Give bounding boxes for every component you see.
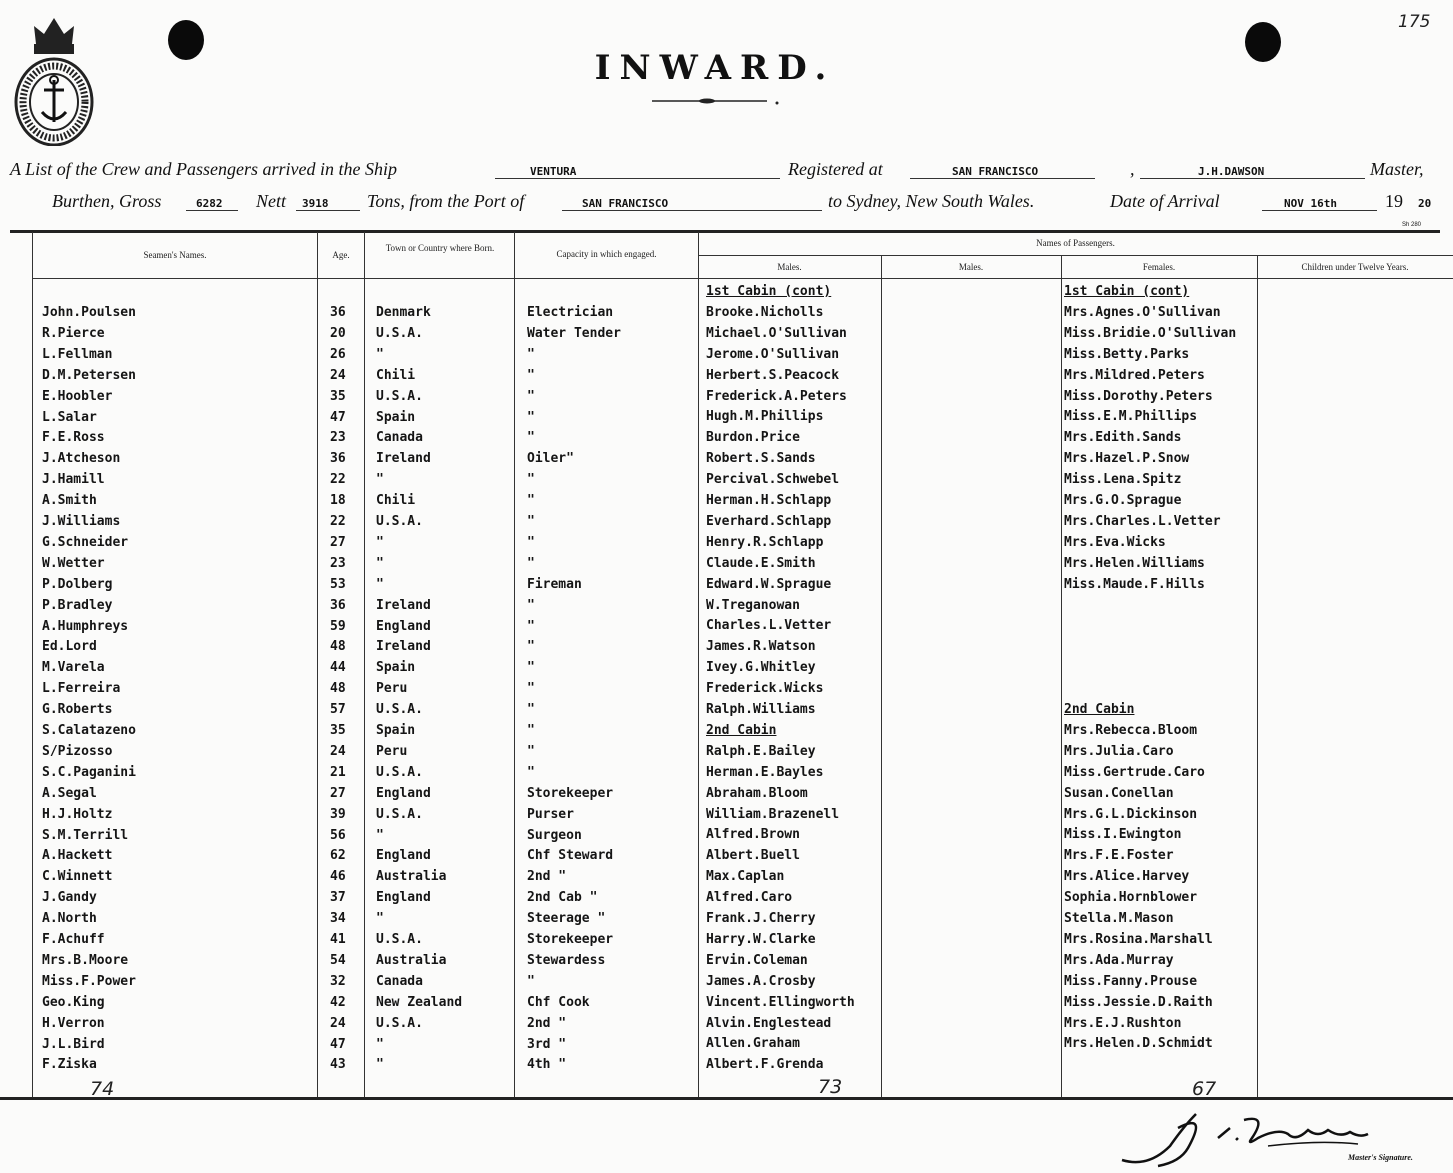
page-title: INWARD. [594,48,836,88]
female-total: 67 [1192,1078,1217,1100]
crew-capacity: " [527,619,535,634]
female-passenger: Mrs.Eva.Wicks [1064,535,1166,550]
crew-age: 53 [330,577,346,592]
crew-age: 22 [330,472,346,487]
signature-caption: Master's Signature. [1348,1153,1413,1162]
female-passenger: Mrs.Rebecca.Bloom [1064,723,1198,738]
crew-born: England [376,890,431,905]
crew-age: 22 [330,514,346,529]
female-passenger: Mrs.Hazel.P.Snow [1064,451,1190,466]
crew-age: 26 [330,347,346,362]
crew-name: S.Calatazeno [42,723,136,738]
crew-age: 54 [330,953,346,968]
female-passenger: Susan.Conellan [1064,786,1174,801]
crew-born: " [376,556,384,571]
crew-age: 23 [330,556,346,571]
crew-capacity: " [527,702,535,717]
male-passenger: Abraham.Bloom [706,786,808,801]
male-passenger: Herman.H.Schlapp [706,493,832,508]
crew-name: J.Williams [42,514,121,529]
female-passenger: Mrs.Mildred.Peters [1064,368,1205,383]
crew-age: 36 [330,451,346,466]
crew-born: England [376,619,431,634]
crew-capacity: " [527,765,535,780]
crew-born: Chili [376,368,416,383]
male-passenger: Ralph.Williams [706,702,816,717]
crew-capacity: " [527,472,535,487]
crew-capacity: " [527,535,535,550]
crew-age: 59 [330,619,346,634]
male-passenger: James.R.Watson [706,639,816,654]
crew-name: A.North [42,911,97,926]
crew-born: Spain [376,410,416,425]
male-passenger: Vincent.Ellingworth [706,995,855,1010]
crew-born: " [376,472,384,487]
crew-name: J.Gandy [42,890,97,905]
punch-hole-right [1245,22,1281,62]
crew-age: 36 [330,598,346,613]
crew-name: D.M.Petersen [42,368,136,383]
destination-label: to Sydney, New South Wales. [828,191,1035,211]
female-passenger: Stella.M.Mason [1064,911,1174,926]
arrival-label: Date of Arrival [1110,191,1220,211]
crew-born: Australia [376,869,447,884]
crew-born: Ireland [376,451,431,466]
crew-age: 39 [330,807,346,822]
female-passenger: Mrs.Helen.D.Schmidt [1064,1036,1213,1051]
crew-capacity: " [527,493,535,508]
page-number: 175 [1398,12,1431,32]
crew-born: Denmark [376,305,431,320]
female-passenger: Miss.Fanny.Prouse [1064,974,1198,989]
female-passenger: Mrs.Helen.Williams [1064,556,1205,571]
crew-capacity: Surgeon [527,828,582,843]
crew-name: Geo.King [42,995,105,1010]
crew-capacity: " [527,368,535,383]
crew-capacity: Chf Steward [527,848,614,863]
crew-born: Peru [376,744,408,759]
crew-born: New Zealand [376,995,463,1010]
crew-name: M.Varela [42,660,105,675]
female-passenger: Miss.Gertrude.Caro [1064,765,1205,780]
crew-age: 27 [330,535,346,550]
female-passenger: Mrs.Ada.Murray [1064,953,1174,968]
male-passenger: Max.Caplan [706,869,785,884]
crew-capacity: " [527,347,535,362]
female-passenger: Miss.Jessie.D.Raith [1064,995,1213,1010]
crew-name: A.Segal [42,786,97,801]
crew-age: 43 [330,1057,346,1072]
crew-born: U.S.A. [376,702,423,717]
female-passenger: Mrs.E.J.Rushton [1064,1016,1182,1031]
crew-capacity: Electrician [527,305,614,320]
from-port-label: Tons, from the Port of [367,191,525,211]
crew-born: U.S.A. [376,326,423,341]
female-passenger: Miss.Dorothy.Peters [1064,389,1213,404]
crew-name: L.Fellman [42,347,113,362]
crew-born: U.S.A. [376,1016,423,1031]
crew-name: A.Humphreys [42,619,129,634]
crew-name: Ed.Lord [42,639,97,654]
crew-name: P.Bradley [42,598,113,613]
male-section-heading: 2nd Cabin [706,723,777,738]
female-passenger: Miss.Bridie.O'Sullivan [1064,326,1237,341]
col-males-1: Males. [777,262,802,272]
crew-age: 21 [330,765,346,780]
crew-capacity: " [527,660,535,675]
male-passenger: Herbert.S.Peacock [706,368,840,383]
crew-born: U.S.A. [376,807,423,822]
crew-born: " [376,347,384,362]
ship-list-label: A List of the Crew and Passengers arrived in the Ship [10,159,397,179]
crew-born: U.S.A. [376,389,423,404]
male-passenger: Albert.Buell [706,848,800,863]
crew-born: Canada [376,430,423,445]
col-age: Age. [332,250,350,260]
crew-born: " [376,577,384,592]
male-passenger: Albert.F.Grenda [706,1057,824,1072]
crew-age: 24 [330,368,346,383]
female-passenger: Mrs.Edith.Sands [1064,430,1182,445]
crew-born: " [376,911,384,926]
crew-age: 42 [330,995,346,1010]
crew-name: F.E.Ross [42,430,105,445]
registered-label: Registered at [788,159,883,179]
nett-label: Nett [256,191,286,211]
crew-name: A.Smith [42,493,97,508]
crew-name: G.Roberts [42,702,113,717]
crew-name: S.C.Paganini [42,765,136,780]
punch-hole-left [168,20,204,60]
registered-comma: , [1130,159,1135,179]
master-signature-icon [1118,1108,1378,1170]
crew-age: 32 [330,974,346,989]
crew-name: L.Ferreira [42,681,121,696]
crew-name: G.Schneider [42,535,129,550]
col-born: Town or Country where Born. [385,243,495,253]
crew-capacity: Chf Cook [527,995,590,1010]
crew-capacity: Purser [527,807,574,822]
form-reference: Sh 280 [1402,222,1422,228]
crew-born: Canada [376,974,423,989]
male-passenger: Alvin.Englestead [706,1016,832,1031]
female-passenger: Mrs.Charles.L.Vetter [1064,514,1221,529]
crew-capacity: 2nd Cab " [527,890,598,905]
crew-capacity: " [527,389,535,404]
crew-name: J.Hamill [42,472,105,487]
crew-born: England [376,786,431,801]
female-passenger: Mrs.F.E.Foster [1064,848,1174,863]
crew-born: U.S.A. [376,932,423,947]
crew-capacity: " [527,556,535,571]
crew-born: U.S.A. [376,765,423,780]
ship-name: VENTURA [530,165,577,178]
col-seamen-names: Seamen's Names. [143,250,207,260]
gross-tons: 6282 [196,197,223,210]
male-total: 73 [818,1076,843,1098]
female-section-heading: 2nd Cabin [1064,702,1135,717]
crew-capacity: " [527,744,535,759]
crew-born: " [376,1057,384,1072]
nett-tons: 3918 [302,197,329,210]
crew-age: 20 [330,326,346,341]
crew-capacity: Water Tender [527,326,621,341]
shipping-master-crest-icon [14,14,94,146]
crew-name: S/Pizosso [42,744,113,759]
male-passenger: Frederick.Wicks [706,681,824,696]
crew-born: " [376,1037,384,1052]
male-passenger: Ralph.E.Bailey [706,744,816,759]
female-passenger: Sophia.Hornblower [1064,890,1198,905]
crew-capacity: Storekeeper [527,786,614,801]
male-passenger: Percival.Schwebel [706,472,840,487]
female-passenger: Miss.Lena.Spitz [1064,472,1182,487]
male-passenger: Alfred.Caro [706,890,793,905]
crew-name: L.Salar [42,410,97,425]
crew-total: 74 [90,1078,115,1100]
male-passenger: Everhard.Schlapp [706,514,832,529]
arrival-date: NOV 16th [1284,197,1337,210]
crew-name: John.Poulsen [42,305,136,320]
male-passenger: Allen.Graham [706,1036,800,1051]
crew-capacity: 4th " [527,1057,567,1072]
male-passenger: Robert.S.Sands [706,451,816,466]
col-passengers: Names of Passengers. [1036,238,1115,248]
crew-age: 36 [330,305,346,320]
female-section-heading: 1st Cabin (cont) [1064,284,1190,299]
crew-age: 23 [330,430,346,445]
crew-name: J.Atcheson [42,451,121,466]
crew-age: 62 [330,848,346,863]
male-passenger: Charles.L.Vetter [706,618,832,633]
crew-age: 46 [330,869,346,884]
burthen-label: Burthen, Gross [52,191,162,211]
crew-capacity: 2nd " [527,1016,567,1031]
crew-capacity: Fireman [527,577,582,592]
male-passenger: Henry.R.Schlapp [706,535,824,550]
crew-age: 44 [330,660,346,675]
male-passenger: Hugh.M.Phillips [706,409,824,424]
female-passenger: Mrs.Agnes.O'Sullivan [1064,305,1221,320]
crew-age: 34 [330,911,346,926]
male-passenger: William.Brazenell [706,807,840,822]
col-children: Children under Twelve Years. [1301,262,1409,272]
crew-born: Ireland [376,598,431,613]
crew-name: W.Wetter [42,556,105,571]
crew-capacity: Storekeeper [527,932,614,947]
crew-capacity: " [527,430,535,445]
crew-capacity: 2nd " [527,869,567,884]
crew-capacity: " [527,681,535,696]
crew-name: Miss.F.Power [42,974,136,989]
male-passenger: Michael.O'Sullivan [706,326,847,341]
crew-age: 24 [330,1016,346,1031]
crew-capacity: " [527,723,535,738]
crew-born: Australia [376,953,447,968]
male-passenger: Frederick.A.Peters [706,389,847,404]
male-passenger: Edward.W.Sprague [706,577,832,592]
crew-age: 47 [330,410,346,425]
crew-name: S.M.Terrill [42,828,129,843]
crew-name: P.Dolberg [42,577,113,592]
crew-born: " [376,828,384,843]
crew-born: Chili [376,493,416,508]
crew-age: 35 [330,389,346,404]
crew-capacity: " [527,639,535,654]
year-prefix: 19 [1385,191,1403,211]
crew-born: Peru [376,681,408,696]
female-passenger: Miss.Betty.Parks [1064,347,1190,362]
crew-born: Ireland [376,639,431,654]
crew-capacity: " [527,974,535,989]
female-passenger: Mrs.Rosina.Marshall [1064,932,1213,947]
crew-age: 47 [330,1037,346,1052]
crew-age: 35 [330,723,346,738]
crew-age: 56 [330,828,346,843]
male-passenger: Ervin.Coleman [706,953,808,968]
crew-name: F.Ziska [42,1057,97,1072]
crew-age: 37 [330,890,346,905]
crew-name: Mrs.B.Moore [42,953,129,968]
male-section-heading: 1st Cabin (cont) [706,284,832,299]
title-ornament [652,96,782,106]
master-name: J.H.DAWSON [1198,165,1265,178]
col-males-2: Males. [958,262,984,272]
crew-age: 41 [330,932,346,947]
crew-capacity: " [527,514,535,529]
crew-name: E.Hoobler [42,389,113,404]
male-passenger: Alfred.Brown [706,827,800,842]
crew-name: J.L.Bird [42,1037,105,1052]
male-passenger: Ivey.G.Whitley [706,660,816,675]
male-passenger: Harry.W.Clarke [706,932,816,947]
crew-age: 57 [330,702,346,717]
crew-name: R.Pierce [42,326,105,341]
crew-capacity: Steerage " [527,911,606,926]
crew-name: C.Winnett [42,869,113,884]
female-passenger: Mrs.Alice.Harvey [1064,869,1190,884]
female-passenger: Mrs.G.O.Sprague [1064,493,1182,508]
from-port: SAN FRANCISCO [582,197,669,210]
crew-capacity: " [527,598,535,613]
female-passenger: Mrs.G.L.Dickinson [1064,807,1198,822]
crew-capacity: 3rd " [527,1037,567,1052]
male-passenger: Frank.J.Cherry [706,911,816,926]
male-passenger: Burdon.Price [706,430,800,445]
crew-born: Spain [376,660,416,675]
male-passenger: Claude.E.Smith [706,556,816,571]
female-passenger: Miss.E.M.Phillips [1064,409,1198,424]
year-suffix: 20 [1418,197,1432,210]
col-capacity: Capacity in which engaged. [556,249,657,259]
crew-age: 48 [330,681,346,696]
port-registered: SAN FRANCISCO [952,165,1039,178]
male-passenger: Jerome.O'Sullivan [706,347,840,362]
crew-name: H.Verron [42,1016,105,1031]
col-females: Females. [1142,262,1176,272]
male-passenger: James.A.Crosby [706,974,816,989]
male-passenger: W.Treganowan [706,598,800,613]
crew-age: 48 [330,639,346,654]
crew-born: U.S.A. [376,514,423,529]
crew-name: A.Hackett [42,848,113,863]
crew-capacity: Oiler" [527,451,574,466]
master-label: Master, [1370,159,1424,179]
crew-capacity: Stewardess [527,953,606,968]
female-passenger: Mrs.Julia.Caro [1064,744,1174,759]
crew-capacity: " [527,410,535,425]
female-passenger: Miss.I.Ewington [1064,827,1182,842]
crew-age: 18 [330,493,346,508]
female-passenger: Miss.Maude.F.Hills [1064,577,1205,592]
male-passenger: Brooke.Nicholls [706,305,824,320]
crew-born: " [376,535,384,550]
crew-born: Spain [376,723,416,738]
crew-born: England [376,848,431,863]
crew-age: 27 [330,786,346,801]
crew-age: 24 [330,744,346,759]
crew-name: F.Achuff [42,932,105,947]
crew-name: H.J.Holtz [42,807,113,822]
male-passenger: Herman.E.Bayles [706,765,824,780]
